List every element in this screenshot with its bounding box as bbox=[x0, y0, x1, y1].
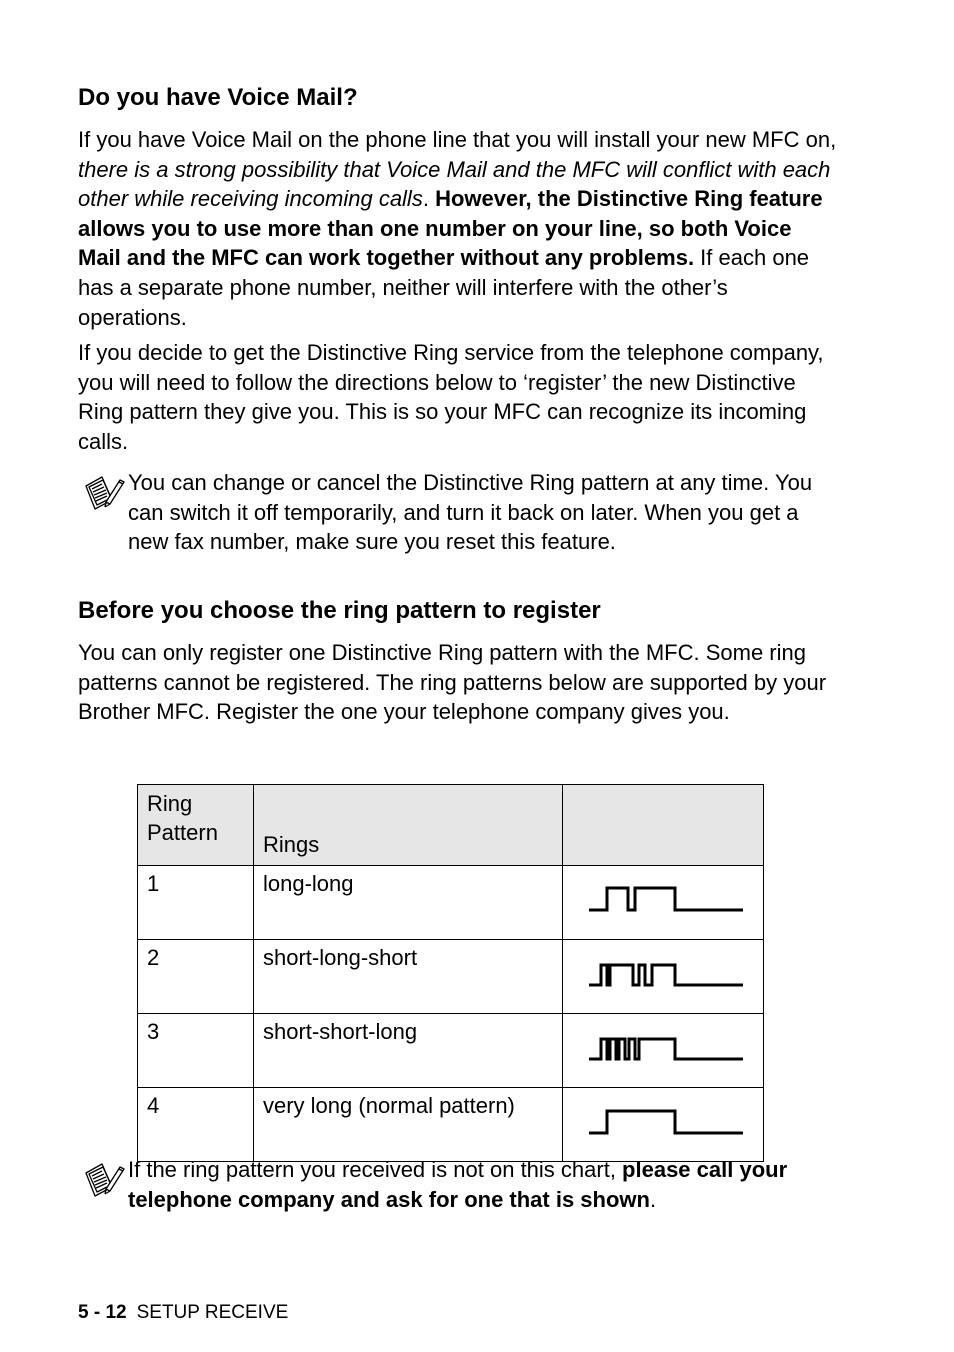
text-run: . bbox=[422, 186, 436, 212]
footer-section: SETUP RECEIVE bbox=[136, 1302, 289, 1323]
header-pattern-line2: Pattern bbox=[147, 820, 218, 845]
page-footer bbox=[78, 1301, 288, 1325]
page-number: 5 - 12 bbox=[78, 1302, 127, 1323]
voice-mail-paragraph bbox=[78, 125, 838, 332]
waveform-very-long-icon bbox=[563, 1088, 763, 1154]
cell-rings: short-short-long bbox=[254, 1014, 563, 1088]
register-paragraph: If you decide to get the Distinctive Ring service from the telephone company, you will need to follow the directions below to ‘register’ the new Distinctive Ring pattern they give you. This is so your MFC can recognize its incoming calls. bbox=[78, 340, 824, 454]
table-row bbox=[138, 940, 764, 1014]
cell-pattern: 4 bbox=[138, 1088, 254, 1162]
text-run: If each one has a separate phone number, neither will interfere with the other’s operations. bbox=[78, 245, 810, 330]
table-row bbox=[138, 866, 764, 940]
cell-waveform bbox=[563, 866, 764, 940]
cell-pattern: 2 bbox=[138, 940, 254, 1014]
cell-rings: short-long-short bbox=[254, 940, 563, 1014]
table-row bbox=[138, 1088, 764, 1162]
waveform-short-short-long-icon bbox=[563, 1014, 763, 1080]
heading-before-choose: Before you choose the ring pattern to register bbox=[78, 597, 601, 624]
table-header-row bbox=[138, 785, 764, 866]
ring-pattern-table bbox=[137, 784, 764, 1162]
header-rings: Rings bbox=[254, 785, 563, 866]
italic-run: there is a strong possibility that Voice Mail and the MFC will conflict with each other while receiving incoming calls bbox=[78, 156, 831, 212]
table-row bbox=[138, 1014, 764, 1088]
text-run: . bbox=[649, 1186, 657, 1212]
header-waveform bbox=[563, 785, 764, 866]
header-pattern-line1: Ring bbox=[147, 791, 193, 816]
note-text: You can change or cancel the Distinctive Ring pattern at any time. You can switch it off temporarily, and turn it back on later. When you get a new fax number, make sure you reset this feature. bbox=[128, 470, 813, 555]
text-run: If you have Voice Mail on the phone line that you will install your new MFC on, bbox=[78, 127, 837, 152]
cell-waveform bbox=[563, 1014, 764, 1088]
header-ring-pattern bbox=[138, 785, 254, 866]
cell-waveform bbox=[563, 1088, 764, 1162]
bold-run: please call your telephone company and ask for one that is shown bbox=[128, 1157, 788, 1212]
cell-waveform bbox=[563, 940, 764, 1014]
note-pencil-icon bbox=[82, 1159, 128, 1199]
cell-pattern: 3 bbox=[138, 1014, 254, 1088]
waveform-short-long-short-icon bbox=[563, 940, 763, 1006]
ring-pattern-paragraph: You can only register one Distinctive Ring pattern with the MFC. Some ring patterns cannot be registered. The ring patterns below are supported by your Brother MFC. Register the one your telephone company gives you. bbox=[78, 640, 827, 725]
cell-rings: long-long bbox=[254, 866, 563, 940]
note-pencil-icon bbox=[82, 472, 128, 512]
note-text-2 bbox=[128, 1155, 838, 1214]
waveform-long-long-icon bbox=[563, 866, 763, 932]
heading-voice-mail: Do you have Voice Mail? bbox=[78, 84, 358, 111]
text-run: If the ring pattern you received is not on this chart, bbox=[128, 1157, 623, 1182]
bold-run: However, the Distinctive Ring feature allows you to use more than one number on your line, so both Voice Mail and the MFC can work together without any problems. bbox=[78, 186, 823, 271]
cell-pattern: 1 bbox=[138, 866, 254, 940]
cell-rings: very long (normal pattern) bbox=[254, 1088, 563, 1162]
